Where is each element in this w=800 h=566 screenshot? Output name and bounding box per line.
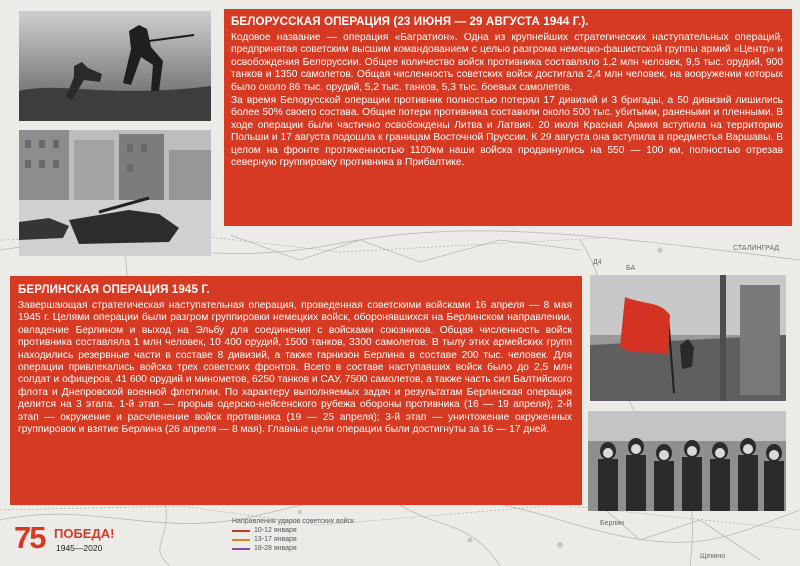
belarus-operation-paragraph-1: Кодовое название — операция «Багратион». Одна из крупнейших стратегических наступательных операций, предпринятая советским высшим командованием с целью разгрома немецко-фашистской группы армий «Центр» и освобождения Белоруссии. Общее количество войск противника составляло 1,2 млн человек, 9,5 тыс. орудий, 900 танков и 1350 самолетов. Общая численность советских войск достигала 2,4 млн человек, на вооружении которых было около 86 тыс. орудий, 5,2 тыс. танков, 5,3 тыс. боевых самолетов. — [231, 32, 783, 93]
photo-tanks-city — [19, 130, 211, 256]
map-legend-title: Направления ударов советских войск — [232, 518, 355, 525]
berlin-operation-paragraph: Завершающая стратегическая наступательная операция, проведенная советскими войсками 16 апреля — 8 мая 1945 г. Целями операции были разгром группировки немецких войск, оборонявшихся на Берлинском направлении, овладение Берлином и выход на Эльбу для соединения с войсками союзников. Общая численность войск противника составляла 1 млн человек, 10 400 орудий, 1500 танков, 3300 самолетов. В тылу этих армейских групп находились резервные части в составе 8 дивизий, а также гарнизон Берлина в составе 200 тыс. человек. Для операции привлекались войска трех советских фронтов. Всего в составе наступавших войск было до 2,5 млн солдат и офицеров, 41 600 орудий и минометов, 6250 танков и САУ, 7500 самолетов, а также часть сил Балтийского флота и Днепровской военной флотилии. По характеру выполняемых задач и результатам Берлинская операция делится на 3 этапа. 1-й этап — прорыв одерско-нейсенского рубежа обороны противника (16 — 19 апреля); 2-й этап — окружение и расчленение войск противника (19 — 25 апреля); 3-й этап — уничтожение окруженных группировок и взятие Берлина (26 апреля — 8 мая). Главные цели операции были достигнуты за 16 — 17 дней. — [18, 300, 572, 436]
map-label-shchekino: Щекино — [700, 553, 726, 560]
map-legend-row — [232, 526, 354, 535]
victory-75-logo — [14, 520, 124, 560]
map-legend-item: 18-28 января — [254, 545, 297, 552]
map-label-ba: БА — [626, 265, 636, 272]
photo-victory-flag — [590, 275, 786, 401]
map-legend-item: 10-12 января — [254, 527, 297, 534]
belarus-operation-paragraph-2: За время Белорусской операции противник полностью потерял 17 дивизий и 3 бригады, а 50 дивизий лишились более 50% своего состава. Общие потери противника составили около 500 тыс. убитыми, ранеными и пленными. В ходе операции были частично освобождены Литва и Латвия. 20 июля Красная Армия вступила на территорию Польши и 17 августа подошла к границам Восточной Пруссии. К 29 августа она вступила в предместья Варшавы. В целом на фронте протяженностью 1100км наши войска продвинулись на 550 — 100 км, полностью отрезав северную группировку противника в Прибалтике. — [231, 95, 783, 169]
map-legend — [232, 517, 354, 553]
map-legend-row — [232, 544, 354, 553]
belarus-operation-title: БЕЛОРУССКАЯ ОПЕРАЦИЯ (23 ИЮНЯ — 29 АВГУСТА 1944 Г.). — [231, 15, 589, 28]
logo-number: 75 — [14, 520, 45, 555]
berlin-operation-panel — [10, 276, 582, 505]
photo-soldiers-group — [588, 411, 786, 511]
logo-years: 1945—2020 — [56, 543, 103, 553]
map-legend-item: 13-17 января — [254, 536, 297, 543]
berlin-operation-title: БЕРЛИНСКАЯ ОПЕРАЦИЯ 1945 Г. — [18, 283, 210, 296]
photo-soldiers-attack — [19, 11, 211, 121]
map-legend-row — [232, 535, 354, 544]
logo-word: ПОБЕДА! — [54, 526, 115, 541]
map-label-stalingrad: СТАЛИНГРАД — [733, 245, 780, 252]
map-label-berlin: Берлин — [600, 520, 625, 527]
map-label-d4: Д4 — [593, 259, 602, 266]
belarus-operation-panel — [224, 9, 792, 226]
